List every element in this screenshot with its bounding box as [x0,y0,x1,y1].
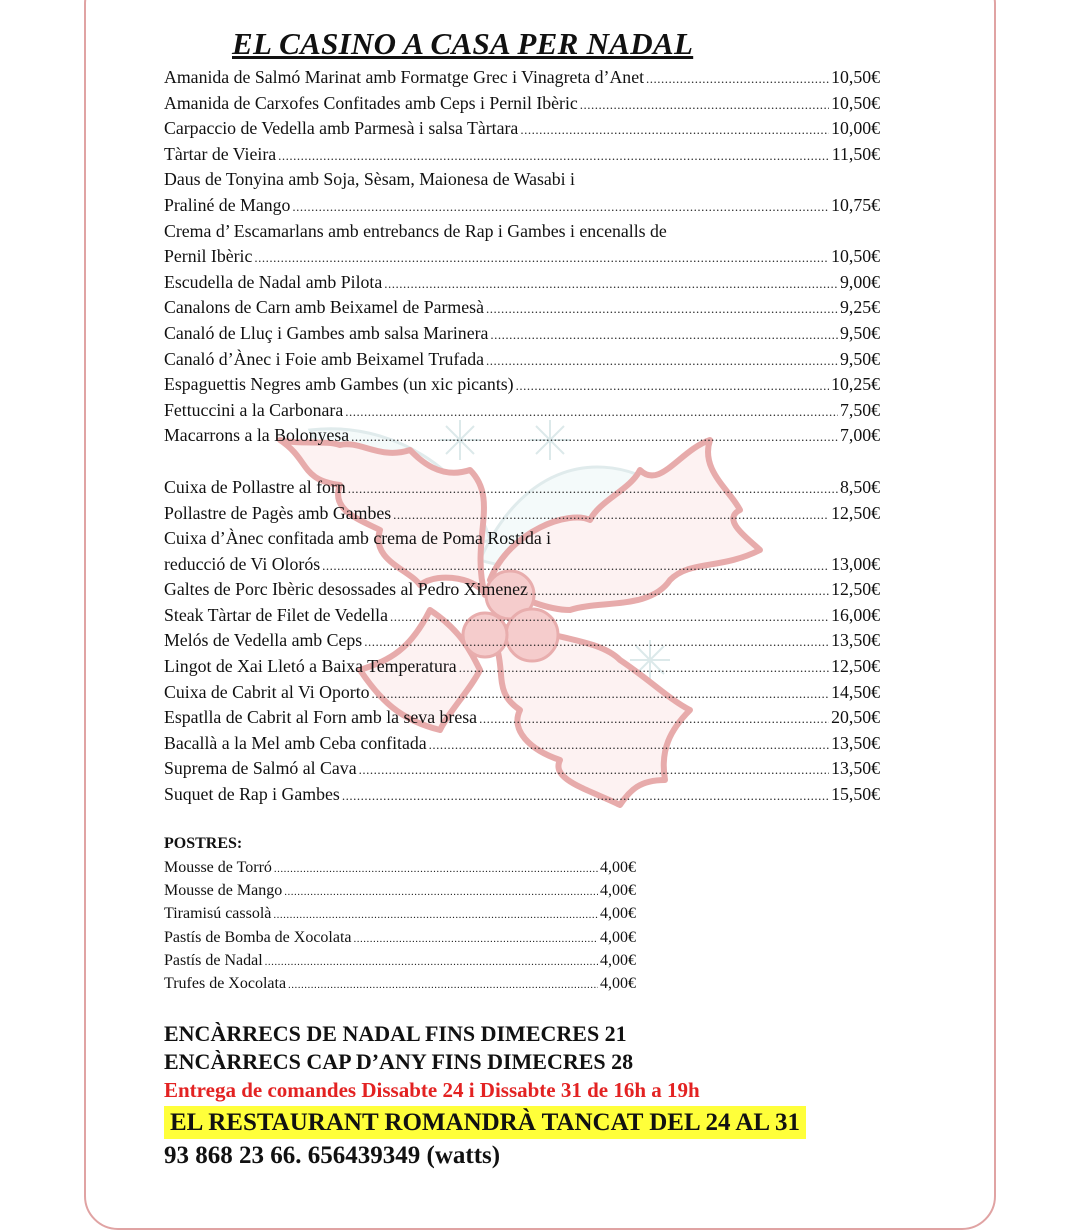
menu-item: Galtes de Porc Ibèric desossades al Pedro Ximenez ..... 12,50€ [164,577,880,603]
dessert-item: Pastís de Bomba de Xocolata ..... 4,00€ [164,926,636,949]
phone-numbers: 93 868 23 66. 656439349 (watts) [164,1142,501,1169]
menu-item: Cuixa de Cabrit al Vi Oporto ..... 14,50€ [164,680,880,706]
menu-item: Tàrtar de Vieira ..... 11,50€ [164,142,880,168]
menu-item: Lingot de Xai Lletó a Baixa Temperatura ..... 12,50€ [164,654,880,680]
dessert-item: Mousse de Mango ..... 4,00€ [164,879,636,902]
menu-item: Fettuccini a la Carbonara ..... 7,50€ [164,398,880,424]
christmas-orders-notice: ENCÀRRECS DE NADAL FINS DIMECRES 21 [164,1021,627,1046]
dessert-item: Tiramisú cassolà ..... 4,00€ [164,902,636,925]
menu-item-first-line: Daus de Tonyina amb Soja, Sèsam, Maionesa de Wasabi i [164,169,575,190]
dessert-item: Pastís de Nadal ..... 4,00€ [164,949,636,972]
page-title: EL CASINO A CASA PER NADAL [232,26,694,61]
menu-item: Suprema de Salmó al Cava ..... 13,50€ [164,756,880,782]
menu-item: Praliné de Mango ..... 10,75€ [164,193,880,219]
menu-item: Amanida de Salmó Marinat amb Formatge Grec i Vinagreta d’Anet ..... 10,50€ [164,65,880,91]
menu-list [164,65,880,808]
dessert-item: Trufes de Xocolata ..... 4,00€ [164,972,636,995]
menu-item: Espaguettis Negres amb Gambes (un xic picants) ..... 10,25€ [164,372,880,398]
menu-item: Canaló d’Ànec i Foie amb Beixamel Trufada ..... 9,50€ [164,347,880,373]
menu-item: Carpaccio de Vedella amb Parmesà i salsa Tàrtara ..... 10,00€ [164,116,880,142]
menu-item: Espatlla de Cabrit al Forn amb la seva bresa ..... 20,50€ [164,705,880,731]
dessert-item: Mousse de Torró ..... 4,00€ [164,856,636,879]
newyear-orders-notice: ENCÀRRECS CAP D’ANY FINS DIMECRES 28 [164,1049,634,1074]
delivery-notice: Entrega de comandes Dissabte 24 i Dissabte 31 de 16h a 19h [164,1078,700,1102]
menu-item: Suquet de Rap i Gambes ..... 15,50€ [164,782,880,808]
menu-item: Escudella de Nadal amb Pilota ..... 9,00€ [164,270,880,296]
section-gap [164,449,880,475]
desserts-section [164,832,636,995]
menu-item: Canalons de Carn amb Beixamel de Parmesà ..... 9,25€ [164,295,880,321]
menu-item: Macarrons a la Bolonyesa ..... 7,00€ [164,423,880,449]
menu-item-first-line: Crema d’ Escamarlans amb entrebancs de Rap i Gambes i encenalls de [164,220,667,241]
menu-item: Amanida de Carxofes Confitades amb Ceps i Pernil Ibèric ..... 10,50€ [164,91,880,117]
desserts-heading: POSTRES: [164,835,243,852]
menu-item: Pollastre de Pagès amb Gambes ..... 12,50€ [164,501,880,527]
menu-item-first-line: Cuixa d’Ànec confitada amb crema de Poma Rostida i [164,528,552,549]
menu-item: Bacallà a la Mel amb Ceba confitada ..... 13,50€ [164,731,880,757]
footer-notices [164,1020,806,1173]
closed-notice: EL RESTAURANT ROMANDRÀ TANCAT DEL 24 AL 31 [164,1106,806,1139]
menu-item: Steak Tàrtar de Filet de Vedella ..... 16,00€ [164,603,880,629]
menu-item: Melós de Vedella amb Ceps ..... 13,50€ [164,628,880,654]
menu-item: Pernil Ibèric ..... 10,50€ [164,244,880,270]
menu-item: Cuixa de Pollastre al forn ..... 8,50€ [164,475,880,501]
menu-item: Canaló de Lluç i Gambes amb salsa Marinera ..... 9,50€ [164,321,880,347]
menu-item: reducció de Vi Olorós ..... 13,00€ [164,552,880,578]
